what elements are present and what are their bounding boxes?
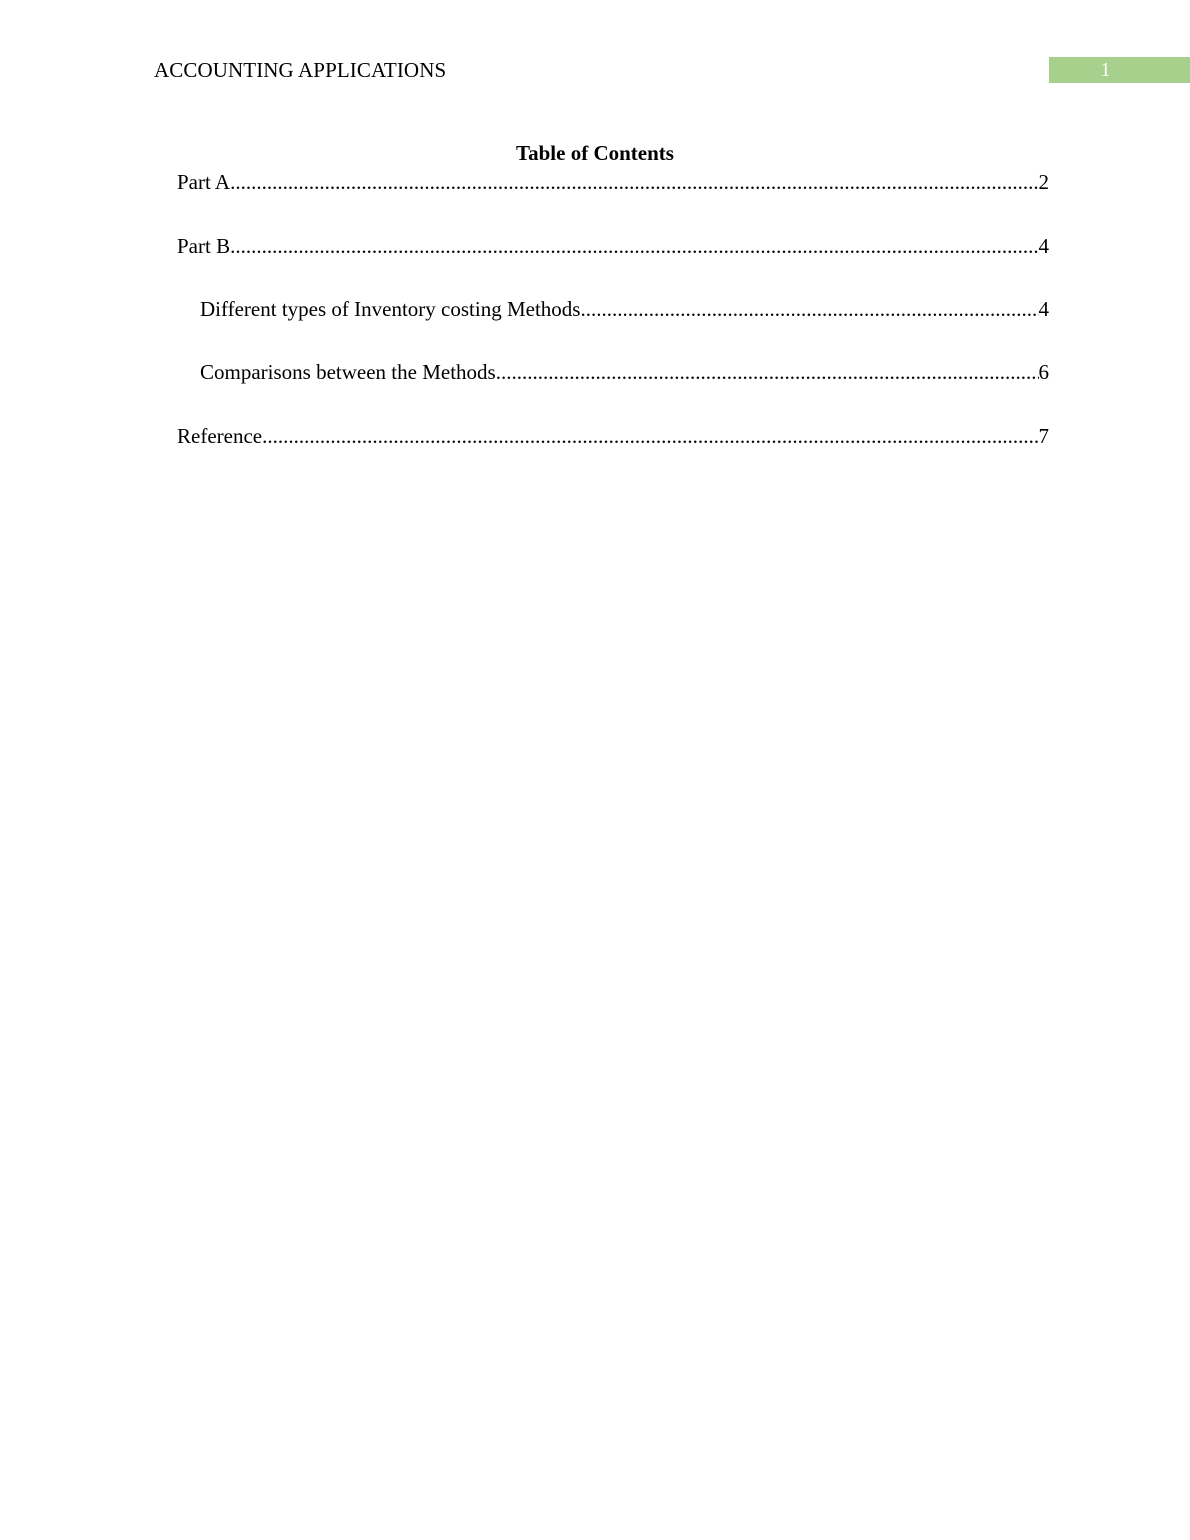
toc-entry-page: 2 — [1038, 170, 1049, 194]
toc-dot-leader — [580, 295, 1038, 323]
page-number: 1 — [1100, 59, 1111, 81]
running-head: ACCOUNTING APPLICATIONS — [154, 58, 447, 82]
toc-entry-reference[interactable] — [177, 422, 1049, 450]
toc-dot-leader — [230, 232, 1038, 260]
toc-entry-page: 4 — [1038, 234, 1049, 258]
toc-entry-inventory-costing-methods[interactable] — [200, 295, 1049, 323]
toc-title: Table of Contents — [516, 141, 674, 165]
toc-entry-part-b[interactable] — [177, 232, 1049, 260]
toc-entry-label: Part B — [177, 234, 231, 258]
toc-entry-page: 7 — [1038, 424, 1049, 448]
toc-entry-part-a[interactable] — [177, 168, 1049, 196]
toc-dot-leader — [230, 168, 1038, 196]
toc-dot-leader — [262, 422, 1038, 450]
page-number-box — [1049, 57, 1190, 83]
toc-entry-label: Part A — [177, 170, 231, 194]
toc-entry-label: Comparisons between the Methods — [200, 360, 496, 384]
toc-entry-page: 6 — [1038, 360, 1049, 384]
toc-dot-leader — [496, 358, 1039, 386]
toc-entry-page: 4 — [1038, 297, 1049, 321]
toc-entry-label: Reference — [177, 424, 263, 448]
toc-entry-comparisons[interactable] — [200, 358, 1049, 386]
toc-entry-label: Different types of Inventory costing Methods — [200, 297, 581, 321]
